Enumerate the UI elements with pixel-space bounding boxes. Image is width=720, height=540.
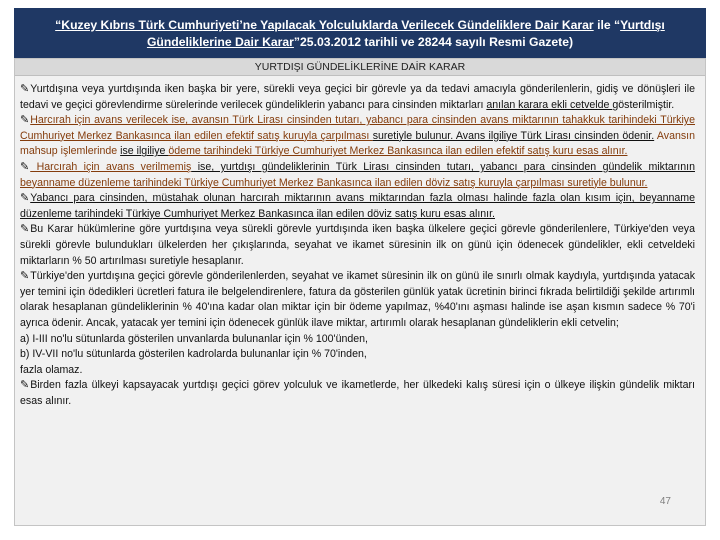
p3-highlight-2: beyanname düzenleme tarihindeki Türkiye Cumhuriyet Merkez Bankasınca ilan edilen döviz satış kuruyla çarpılması suretiyle bulunur. xyxy=(20,176,648,189)
p1-text: Yurtdışına veya yurtdışında iken başka bir yere, sürekli veya geçici bir görevle ya da tedavi amacıyla gönderilenlerin, gidiş ve dönüşleri ile tedavi ve geçici görevlendirme sürelerinde verilecek gündeliklerin yabancı para cinsinden miktarları xyxy=(20,83,695,111)
p7-text: Birden fazla ülkeyi kapsayacak yurtdışı geçici görev yolculuk ve ikametlerde, her ülkedeki kalış süresi için o ülkeye ilişkin gündelik miktarı esas alınır. xyxy=(20,379,695,407)
list-item-c: fazla olamaz. xyxy=(20,363,83,376)
pencil-icon: ✎ xyxy=(20,223,30,236)
p2-underline: suretiyle bulunur. Avans ilgiliye Türk Lirası cinsinden ödenir. xyxy=(372,129,655,142)
p3-underline: ise, yurtdışı gündeliklerinin Türk Lirası cinsinden tutarı, yabancı para cinsinden gündelik miktarının xyxy=(191,160,695,173)
p2-highlight: Harcırah için avans verilecek ise, avansın Türk Lirası cinsinden tutarı, yabancı para cinsinden avans miktarının tahakkuk tarihindeki Türkiye Cumhuriyet Merkez Bankasınca ilan edilen efektif satış kuruyla çarpılması xyxy=(20,114,695,142)
p1-end: gösterilmiştir. xyxy=(612,98,675,111)
page-number: 47 xyxy=(659,496,671,507)
pencil-icon: ✎ xyxy=(20,114,30,127)
paragraph-3 xyxy=(20,160,695,191)
paragraph-2 xyxy=(20,113,695,160)
paragraph-7 xyxy=(20,378,695,409)
p3-highlight: Harcırah için avans verilmemiş xyxy=(30,160,192,173)
pencil-icon: ✎ xyxy=(20,192,30,205)
pencil-icon: ✎ xyxy=(20,379,30,392)
p4-text: Yabancı para cinsinden, müstahak olunan harcırah miktarının avans miktarından fazla olması halinde fazla olan kısım için, beyanname düzenleme tarihindeki Türkiye Cumhuriyet Merkez Bankasınca ilan edilen döviz satış kuru esas alınır. xyxy=(20,192,695,220)
p2-highlight-3: ödeme tarihindeki Türkiye Cumhuriyet Merkez Bankasınca ilan edilen efektif satış kuru esas alınır. xyxy=(168,145,628,158)
pencil-icon: ✎ xyxy=(20,270,30,283)
list-item-b: b) IV-VII no'lu sütunlarda gösterilen kadrolarda bulunanlar için % 70'inden, xyxy=(20,348,367,361)
title-link-gundelik[interactable]: Gündeliklerine Dair Karar xyxy=(146,35,294,49)
p2-underline-2: ise ilgiliye xyxy=(120,145,169,158)
pencil-icon: ✎ xyxy=(20,83,30,95)
paragraph-4 xyxy=(20,191,695,222)
p1-link[interactable]: anılan karara ekli cetvelde xyxy=(486,98,613,111)
pencil-icon: ✎ xyxy=(20,160,30,173)
paragraph-1 xyxy=(20,82,695,113)
list-item-a: a) I-III no'lu sütunlarda gösterilen unvanlarda bulunanlar için % 100'ünden, xyxy=(20,332,368,345)
paragraph-5 xyxy=(20,222,695,269)
paragraph-6 xyxy=(20,269,695,331)
title-line-2 xyxy=(32,34,688,51)
p2-highlight-2: Avansın mahsup işlemlerinde xyxy=(20,129,696,158)
p6-text: Türkiye'den yurtdışına geçici görevle gönderilenlerden, seyahat ve ikamet süresinin ilk on günü ile sınırlı olmak kaydıyla, yurtdışında yatacak yer temini için ödedikleri ücretleri fatura ile belgelendirenlere, fatura da gösterilen günlük yatak ücretinin birinci fıkrada belirtildiği şekilde artırımlı olarak hesaplanan gündeliklerinin % 40'ına kadar olan miktar için bir ödeme yapılmaz, %40'ını aşması halinde ise aşan kısmın sadece % 70'i ayrıca ödenir. Ancak, yatacak yer temini için ödenecek günlük ilave miktar, artırımlı olarak hesaplanan gündeliklerin ekli cetvelin; xyxy=(20,270,695,329)
section-subheader: YURTDIŞI GÜNDELİKLERİNE DAİR KARAR xyxy=(15,59,705,76)
content-frame xyxy=(14,58,706,526)
p5-text: Bu Karar hükümlerine göre yurtdışına veya sürekli görevle yurtdışında iken başka ülkelere geçici görevle gönderilenlere, Türkiye'den veya sürekli görevle bulundukları ülkelerden her çıkışlarında, seyahat ve ikamet süresinin ilk on günü için ödenecek gündelikler, ekli cetveldeki miktarların % 50 artırılması suretiyle hesaplanır. xyxy=(20,223,695,267)
title-line-1 xyxy=(32,17,688,34)
title-link-kktc[interactable]: “Kuzey Kıbrıs Türk Cumhuriyeti’ne Yapılacak Yolculuklarda Verilecek Gündeliklere Dair Karar xyxy=(55,18,594,32)
title-connector: ile “ xyxy=(593,18,621,32)
slide-title xyxy=(14,8,706,58)
title-link-yurtdisi[interactable]: Yurtdışı xyxy=(620,18,665,32)
content-body xyxy=(15,76,705,409)
title-source: ”25.03.2012 tarihli ve 28244 sayılı Resmi Gazete) xyxy=(293,35,574,49)
